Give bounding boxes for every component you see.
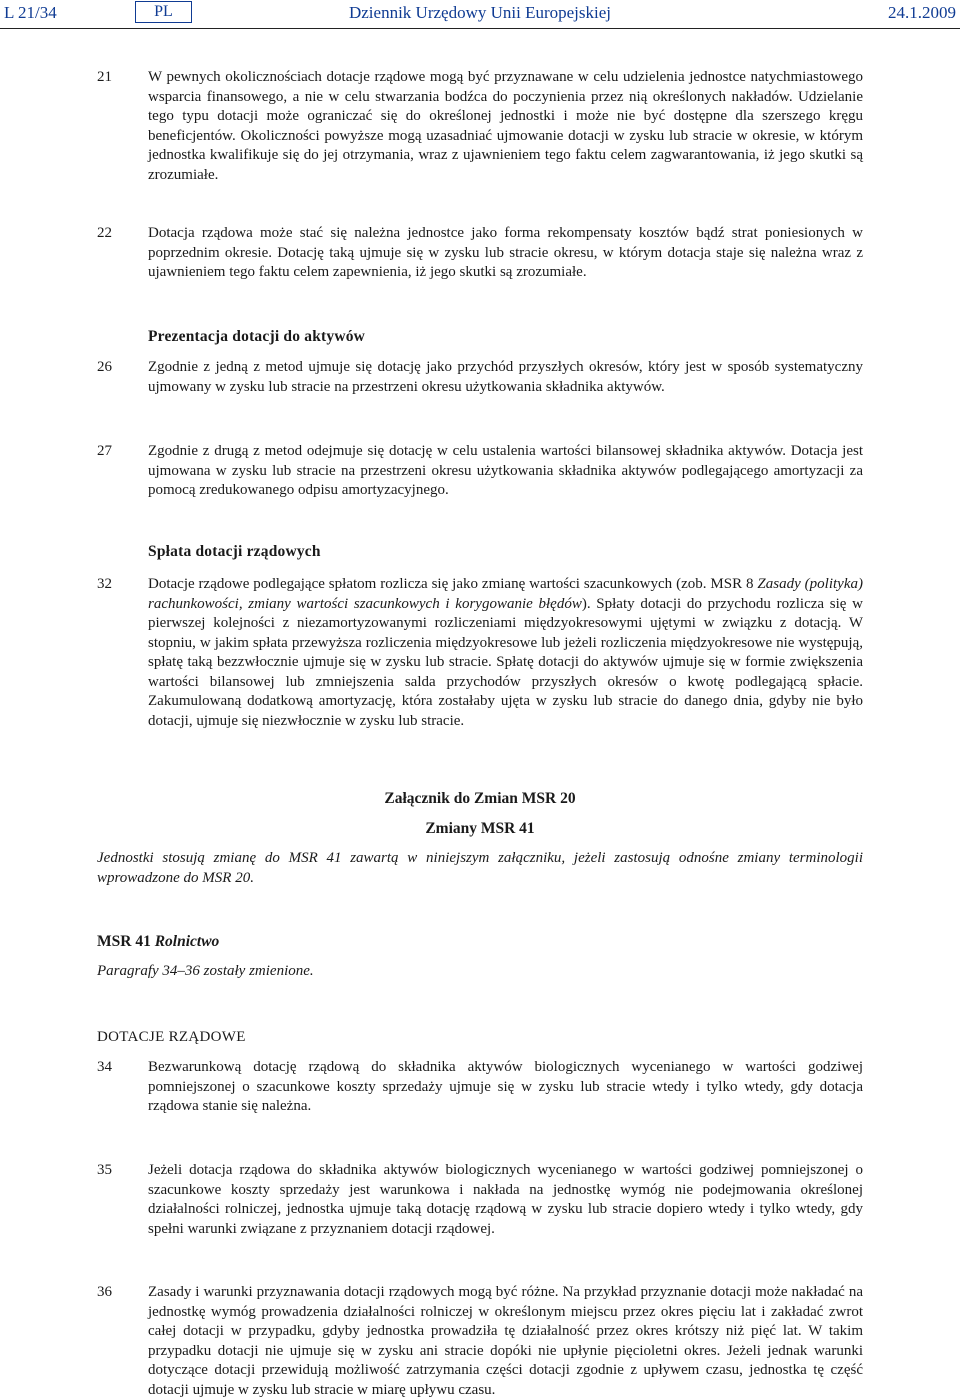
subsection-heading-government-grants: DOTACJE RZĄDOWE [97,1029,246,1045]
paragraph-text: Zgodnie z drugą z metod odejmuje się dotację w celu ustalenia wartości bilansowej składnika aktywów. Dotacja jest ujmowana w zysku lub stracie na przestrzeni okresu użytkowania składnika aktywów podlegającego amortyzacji za pomocą zredukowanego odpisu amortyzacyjnego. [148,443,863,498]
paragraph-text-part: Dotacje rządowe podlegające spłatom rozlicza się jako zmianę wartości szacunkowych (zob. MSR 8 [148,576,758,592]
paragraph-32 [0,575,960,731]
paragraph-text: W pewnych okolicznościach dotacje rządowe mogą być przyznawane w celu udzielenia jednostce natychmiastowego wsparcia finansowego, a nie w celu stwarzania bodźca do poczynienia przez nią określonych nakładów. Udzielanie tego typu dotacji może ograniczać się do określonej jednostki i może nie być dostępne dla szerszego kręgu beneficjentów. Okoliczności powyższe mogą uzasadniać ujmowanie dotacji w zysku lub stracie w okresie, w którym jednostka kwalifikuje się do jej otrzymania, wraz z ujawnieniem tego faktu celem zagwarantowania, iż jego skutki są zrozumiałe. [148,69,863,183]
paragraph-number: 26 [97,359,112,375]
paragraph-number: 22 [97,225,112,241]
section-heading-presentation: Prezentacja dotacji do aktywów [148,328,366,345]
paragraph-number: 27 [97,443,112,459]
standard-number: MSR 41 [97,933,151,950]
paragraph-text: Bezwarunkową dotację rządową do składnika aktywów biologicznych wycenianego w wartości godziwej pomniejszonej o szacunkowe koszty sprzedaży ujmuje się w zysku lub stracie wtedy i tylko wtedy, gdy dotacja rządowa stanie się należna. [148,1059,863,1114]
paragraph-21 [0,68,960,185]
annex-intro-note: Jednostki stosują zmianę do MSR 41 zawartą w niniejszym załączniku, jeżeli zastosują odnośne zmiany terminologii wprowadzone do MSR 20. [97,850,863,886]
standard-heading [97,933,219,951]
publication-date: 24.1.2009 [888,3,956,22]
paragraph-34 [0,1058,960,1117]
paragraph-number: 36 [97,1284,112,1300]
paragraph-text: Jeżeli dotacja rządowa do składnika aktywów biologicznych wycenianego w wartości godziwej pomniejszonej o szacunkowe koszty sprzedaży jest warunkowa i nakłada na jednostkę wymóg nie podejmowania określonej działalności rolniczej, jednostka ujmuje taką dotację rządową w zysku lub stracie dopiero wtedy i tylko wtedy, gdy spełni warunki związane z przyznaniem dotacji rządowej. [148,1162,863,1237]
page-reference: L 21/34 [4,3,57,22]
paragraph-26 [0,358,960,397]
annex-title: Załącznik do Zmian MSR 20 [384,790,576,807]
paragraph-text [148,575,863,731]
language-badge: PL [135,1,192,23]
amendments-title: Zmiany MSR 41 [425,820,535,837]
paragraph-number: 34 [97,1059,112,1075]
paragraphs-changed-note: Paragrafy 34–36 zostały zmienione. [97,963,314,979]
paragraph-text: Zasady i warunki przyznawania dotacji rządowych mogą być różne. Na przykład przyznanie dotacji może nakładać na jednostkę wymóg prowadzenia działalności rolniczej w określonym miejscu przez okres pięciu lat i zakładać zwrot całej dotacji w przypadku, gdyby jednostka prowadziła tę działalność przez okres krótszy niż pięć lat. W takim przypadku dotacji nie ujmuje się w zysku ani stracie dopóki nie upłynie pięcioletni okres. Jeżeli jednak warunki dotyczące dotacji przewidują możliwość zatrzymania części dotacji zgodnie z upływem czasu, jednostka tę część dotacji ujmuje w zysku lub stracie w miarę upływu czasu. [148,1284,863,1398]
standard-title-italic: Zasady (polityka) rachunkowości, zmiany wartości szacunkowych i korygowanie błędów [148,576,863,612]
paragraph-text: Dotacja rządowa może stać się należna jednostce jako forma rekompensaty kosztów bądź strat poniesionych w poprzednim okresie. Dotację taką ujmuje się w zysku lub stracie okresu, w którym dotacja staje się należna wraz z ujawnieniem tego faktu celem zapewnienia, iż jego skutki są zrozumiałe. [148,225,863,280]
paragraph-27 [0,442,960,501]
paragraph-number: 21 [97,69,112,85]
section-heading-repayment: Spłata dotacji rządowych [148,543,321,560]
journal-title: Dziennik Urzędowy Unii Europejskiej [348,3,611,22]
paragraph-35 [0,1161,960,1239]
paragraph-number: 35 [97,1162,112,1178]
paragraph-text-part: ). Spłaty dotacji do przychodu rozlicza się w pierwszej kolejności z niezamortyzowanymi rozliczeniami międzyokresowymi ujętymi w związku z dotacją. W stopniu, w jakim spłata przewyższa rozliczenia międzyokresowe lub jeżeli rozliczenia międzyokresowe nie występują, spłatę taką bezzwłocznie ujmuje się w zysku lub stracie. Spłatę dotacji do aktywów ujmuje się w formie zwiększenia wartości bilansowej lub zmniejszenia salda przychodów przyszłych okresów o kwotę podlegającą spłacie. Zakumulowaną dodatkową amortyzację, która zostałaby ujęta w zysku lub stracie do danego dnia, gdyby nie było dotacji, ujmuje się niezwłocznie w zysku lub stracie. [148,595,863,729]
paragraph-number: 32 [97,576,112,592]
paragraph-text: Zgodnie z jedną z metod ujmuje się dotację jako przychód przyszłych okresów, który jest w sposób systematyczny ujmowany w zysku lub stracie na przestrzeni okresu użytkowania składnika aktywów. [148,359,863,395]
standard-name: Rolnictwo [154,933,220,950]
paragraph-36 [0,1283,960,1400]
paragraph-22 [0,224,960,283]
